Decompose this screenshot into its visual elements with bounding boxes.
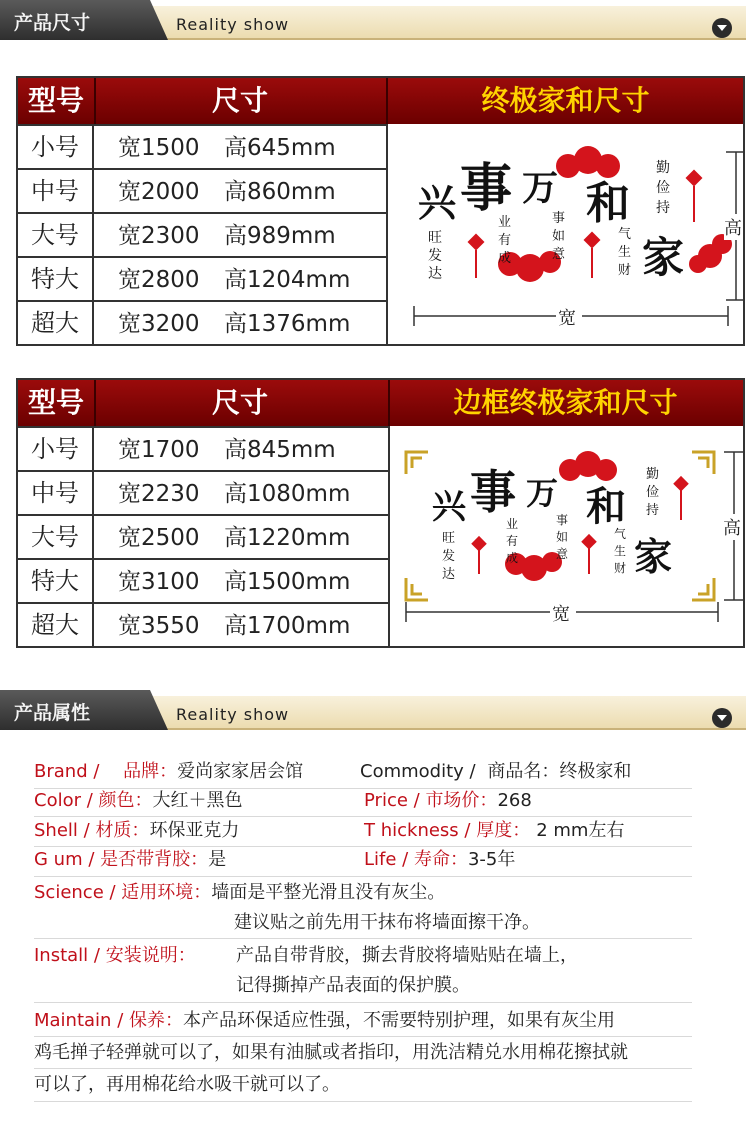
attr-row-science [34,881,694,905]
attr-label-cn: 颜色： [98,790,153,811]
calligraphy-char: 家 [634,534,673,579]
chevron-down-icon[interactable] [712,708,732,728]
width-cell: 宽2000 [118,179,200,205]
small-char: 气 [614,527,627,541]
width-cell: 宽2230 [118,481,200,507]
width-label: 宽 [558,308,576,329]
size-table-2 [16,378,745,648]
attr-row-color [34,789,694,813]
height-cell: 高1376mm [224,311,351,337]
col-size-header: 尺寸 [211,84,268,117]
small-char: 气 [618,227,632,242]
attr-value: 建议贴之前先用干抹布将墙面擦干净。 [234,912,540,933]
calligraphy-char: 事 [460,158,513,219]
calligraphy-char: 和 [586,178,630,229]
small-char: 生 [618,245,632,260]
small-char: 如 [556,530,569,544]
attr-row-gum [34,848,694,872]
attr-label-en: Shell / [34,820,90,841]
height-cell: 高645mm [224,135,336,161]
header-subtitle: Reality show [176,15,290,34]
attr-label-cn: 安装说明： [105,945,196,966]
small-char: 成 [498,251,512,266]
table-row [18,470,388,514]
section-header-attributes [0,690,750,734]
col-model-header: 型号 [27,84,84,117]
height-cell: 高989mm [224,223,336,249]
table-row [18,300,386,344]
height-label: 高 [724,218,742,239]
model-cell: 小号 [18,126,94,168]
attr-label-en: Brand / [34,761,100,782]
model-cell: 特大 [18,560,94,602]
attr-value-line [34,1073,694,1097]
width-cell: 宽3200 [118,311,200,337]
width-cell: 宽2500 [118,525,200,551]
width-cell: 宽3100 [118,569,200,595]
col-size-header: 尺寸 [211,386,268,419]
attr-label-en: G um / [34,849,95,870]
attr-label-en: Science / [34,882,116,903]
attr-row-brand [34,760,694,784]
model-cell: 大号 [18,516,94,558]
attr-value: 墙面是平整光滑且没有灰尘。 [211,882,446,903]
model-cell: 中号 [18,472,94,514]
calligraphy-char: 和 [586,483,626,530]
model-cell: 中号 [18,170,94,212]
small-char: 财 [618,263,632,278]
attr-label-cn: 是否带背胶： [100,849,209,870]
small-char: 生 [614,544,627,558]
attr-label-cn: 保养： [129,1010,183,1031]
small-char: 意 [552,247,566,262]
model-cell: 大号 [18,214,94,256]
small-char: 勤 [656,160,670,176]
attr-label-en: Color / [34,790,93,811]
table-header [18,78,743,124]
model-cell: 超大 [18,302,94,344]
small-char: 俭 [656,180,670,196]
attr-value: 268 [497,790,532,811]
attr-value: 产品自带背胶，撕去背胶将墙贴贴在墙上， [236,945,578,966]
attr-value: 终极家和 [559,761,632,782]
small-char: 发 [442,549,456,564]
height-cell: 高1500mm [224,569,351,595]
small-char: 有 [498,233,512,248]
attr-row-shell [34,819,694,843]
small-char: 如 [552,229,566,244]
attr-value: 鸡毛掸子轻弹就可以了，如果有油腻或者指印，用洗洁精兑水用棉花擦拭就 [34,1042,628,1063]
small-char: 事 [556,513,569,527]
attr-value: 本产品环保适应性强，不需要特别护理，如果有灰尘用 [183,1010,615,1031]
height-cell: 高845mm [224,437,336,463]
col-model-header: 型号 [27,386,84,419]
attr-value: 记得撕掉产品表面的保护膜。 [236,975,470,996]
attr-value: 3-5年 [467,849,516,870]
width-cell: 宽2300 [118,223,200,249]
attr-label-en: Maintain / [34,1010,124,1031]
attr-value: 环保亚克力 [149,820,240,841]
height-cell: 高860mm [224,179,336,205]
calligraphy-char: 兴 [432,487,466,527]
small-char: 发 [428,248,442,264]
table-row [18,426,388,470]
attr-value: 大红＋黑色 [152,790,243,811]
attr-value-line [236,974,696,998]
attr-label-en: Life / [364,849,409,870]
calligraphy-char: 兴 [418,180,457,225]
attr-label-en: Commodity / [360,761,476,782]
table-row [18,558,388,602]
header-subtitle: Reality show [176,705,290,724]
table-row [18,212,386,256]
calligraphy-char: 万 [522,167,559,209]
small-char: 勤 [646,467,660,482]
table-row [18,124,386,168]
width-label: 宽 [552,604,570,625]
small-char: 旺 [442,531,456,546]
attr-value-line [234,911,694,935]
height-cell: 高1220mm [224,525,351,551]
model-cell: 超大 [18,604,94,646]
attr-label-cn: 材质： [95,820,150,841]
attr-label-cn: 商品名： [487,761,560,782]
attr-label-en: Price / [364,790,420,811]
table-row [18,514,388,558]
header-tab-label: 产品尺寸 [14,12,91,34]
width-cell: 宽1700 [118,437,200,463]
attr-value-line [34,1041,694,1065]
small-char: 俭 [646,485,660,500]
attr-label-cn: 品牌： [123,761,178,782]
small-char: 持 [646,503,660,518]
width-cell: 宽3550 [118,613,200,639]
attr-value: 是 [208,849,227,870]
small-char: 业 [498,215,512,230]
calligraphy-char: 万 [526,474,559,512]
small-char: 旺 [428,230,442,246]
small-char: 有 [506,534,519,548]
height-cell: 高1080mm [224,481,351,507]
attr-label-cn: 市场价： [425,790,498,811]
table-title: 终极家和尺寸 [481,84,650,117]
attr-value: 爱尚家家居会馆 [177,761,304,782]
table-row [18,602,388,646]
product-illustration-framed [392,428,743,646]
attr-value: 2 mm左右 [536,820,625,841]
attr-value: 可以了，再用棉花给水吸干就可以了。 [34,1074,340,1095]
chevron-down-icon[interactable] [712,18,732,38]
size-table-1 [16,76,745,346]
header-tab-label: 产品属性 [14,702,91,724]
table-header [18,380,743,426]
section-header-size [0,0,750,44]
small-char: 意 [556,547,569,561]
small-char: 达 [442,567,456,582]
calligraphy-char: 家 [642,233,685,282]
small-char: 事 [552,211,566,226]
calligraphy-char: 事 [470,465,516,519]
attr-row-install [34,944,694,968]
height-label: 高 [723,518,741,539]
attr-label-cn: 寿命： [413,849,468,870]
model-cell: 小号 [18,428,94,470]
table-row [18,256,386,300]
attr-label-en: Install / [34,945,100,966]
attr-row-maintain [34,1009,694,1033]
attr-label-cn: 适用环境： [121,882,212,903]
product-illustration [390,126,743,344]
small-char: 成 [506,551,519,565]
table-row [18,168,386,212]
small-char: 财 [614,561,627,575]
table-title: 边框终极家和尺寸 [453,386,678,419]
model-cell: 特大 [18,258,94,300]
width-cell: 宽2800 [118,267,200,293]
small-char: 业 [506,517,519,531]
attr-label-cn: 厚度： [476,820,531,841]
height-cell: 高1204mm [224,267,351,293]
small-char: 达 [428,266,442,282]
attr-label-en: T hickness / [364,820,471,841]
width-cell: 宽1500 [118,135,200,161]
small-char: 持 [656,200,670,216]
height-cell: 高1700mm [224,613,351,639]
